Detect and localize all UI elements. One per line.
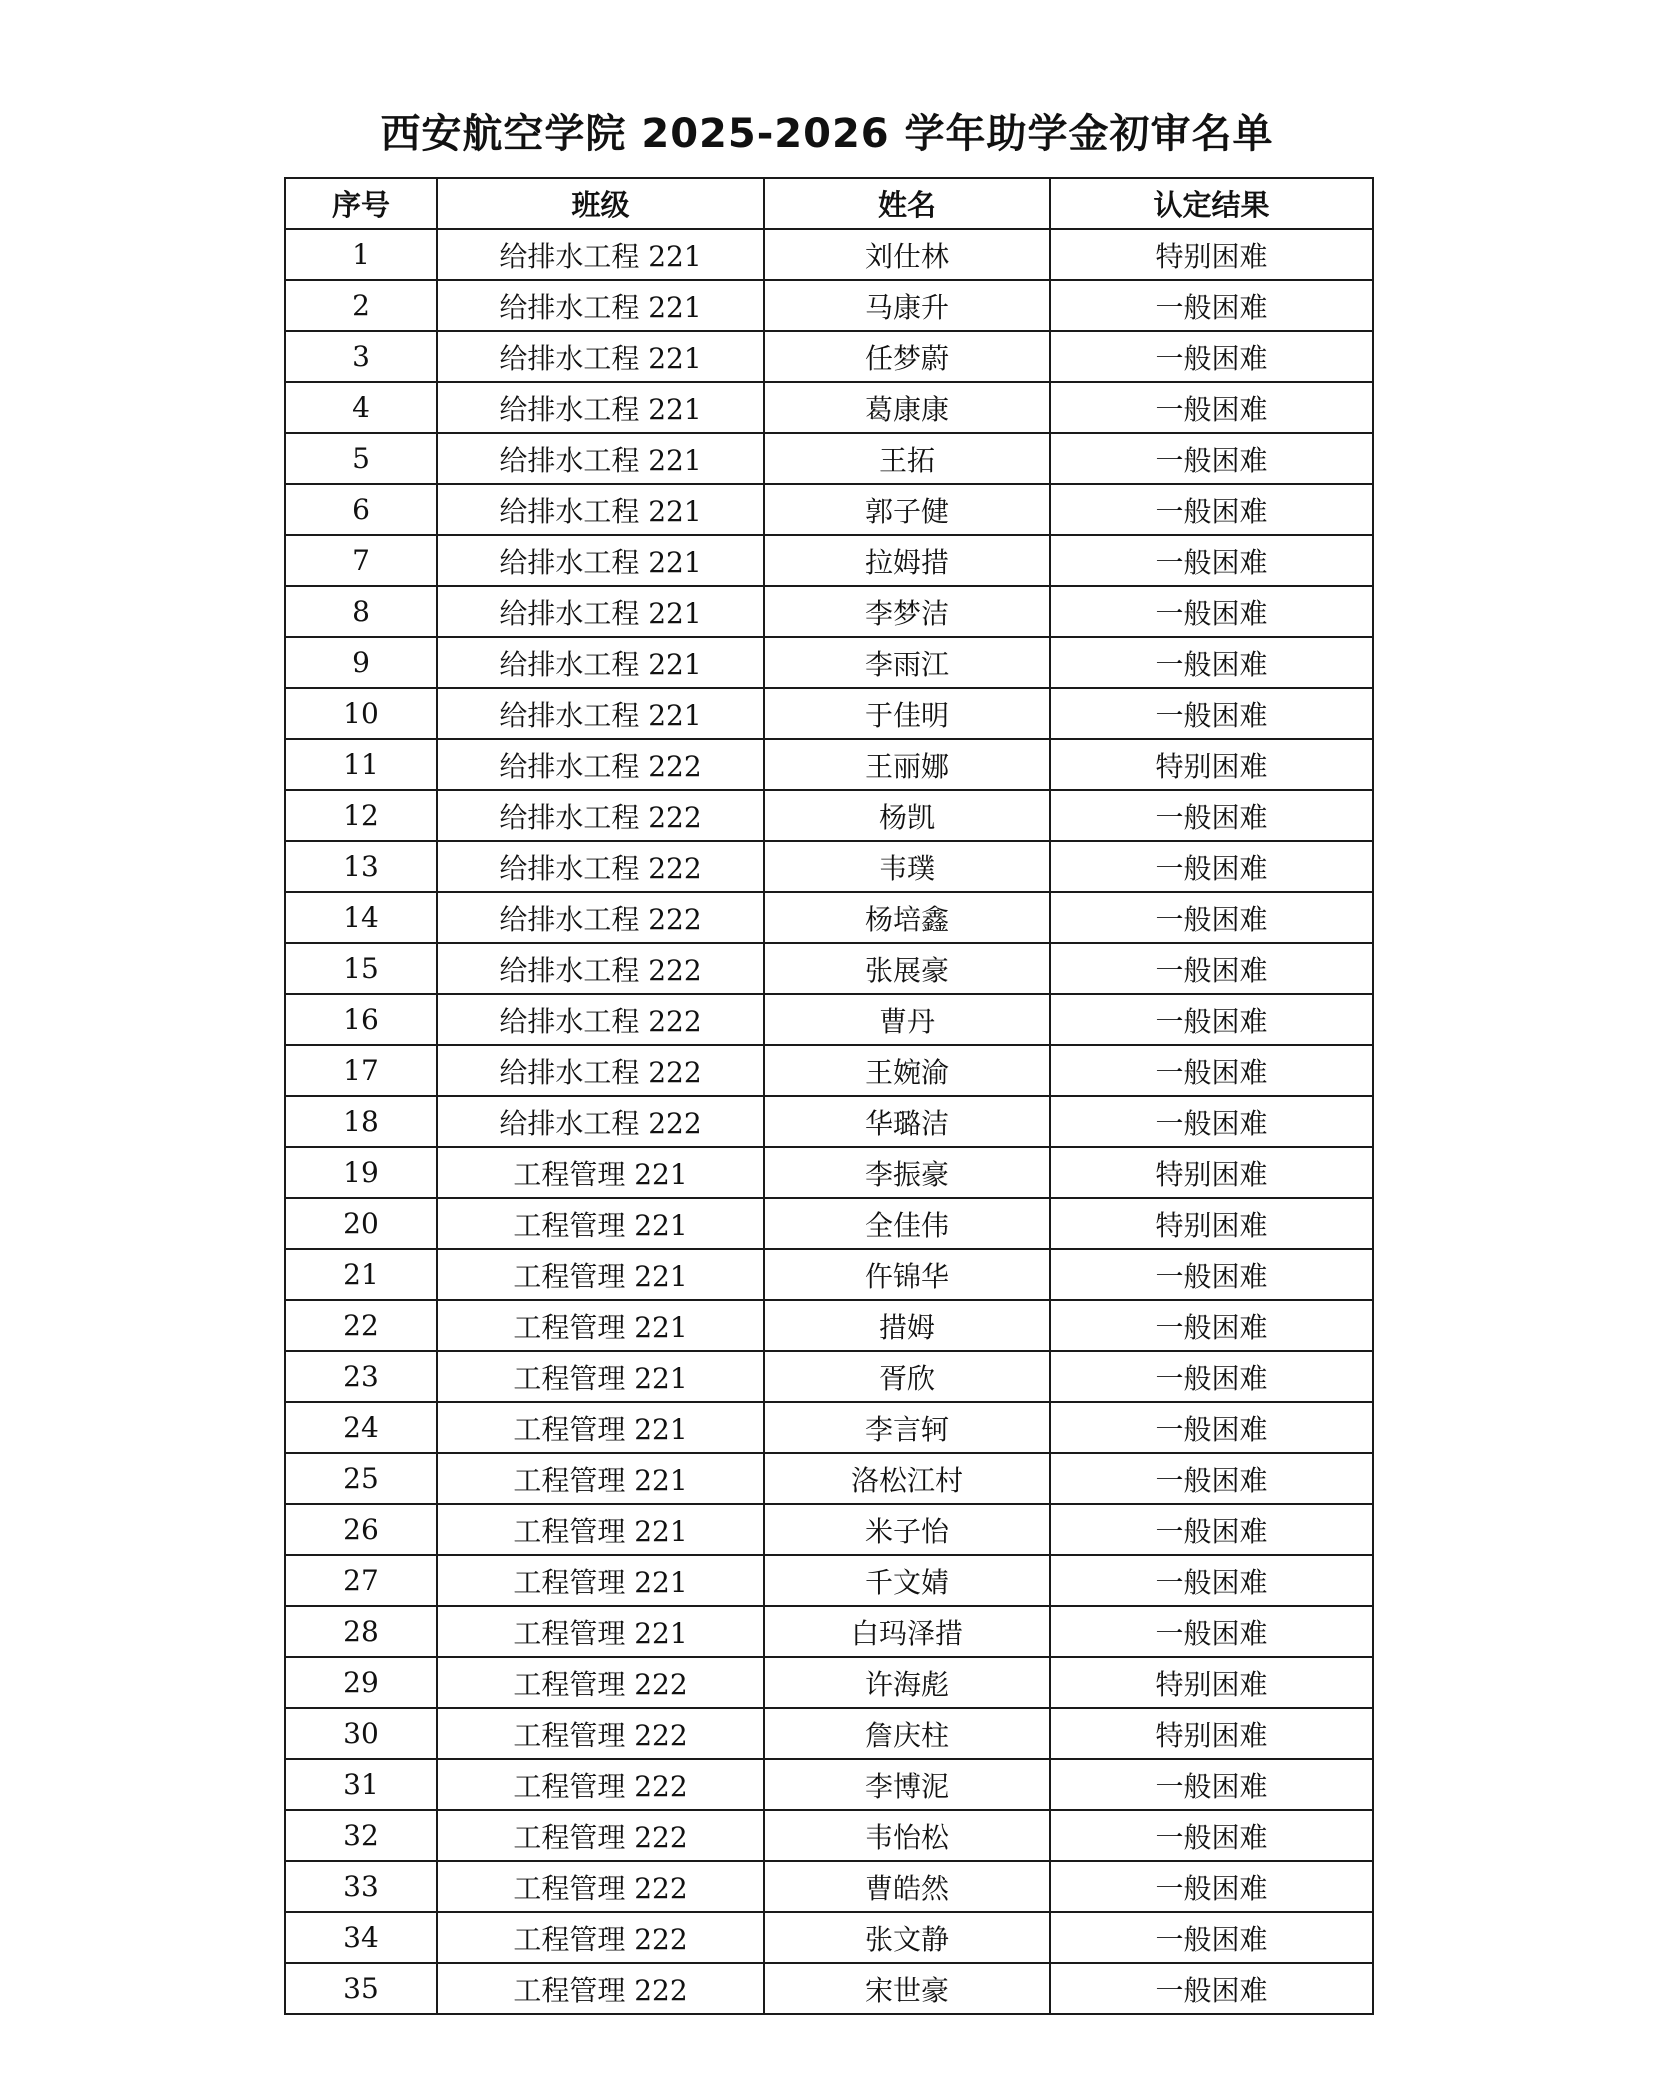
table-row (285, 739, 1373, 790)
cell-name: 米子怡 (764, 1504, 1050, 1555)
cell-result: 特别困难 (1050, 1657, 1373, 1708)
cell-serial-number: 25 (285, 1453, 437, 1504)
cell-name: 白玛泽措 (764, 1606, 1050, 1657)
cell-name: 王丽娜 (764, 739, 1050, 790)
cell-serial-number: 8 (285, 586, 437, 637)
cell-serial-number: 10 (285, 688, 437, 739)
table-row (285, 994, 1373, 1045)
cell-name: 宋世豪 (764, 1963, 1050, 2014)
cell-serial-number: 12 (285, 790, 437, 841)
cell-class: 给排水工程 222 (437, 994, 764, 1045)
table-row (285, 1453, 1373, 1504)
header-class: 班级 (437, 178, 764, 229)
cell-class: 给排水工程 222 (437, 841, 764, 892)
cell-class: 工程管理 221 (437, 1402, 764, 1453)
cell-result: 特别困难 (1050, 1147, 1373, 1198)
cell-name: 李言轲 (764, 1402, 1050, 1453)
cell-result: 一般困难 (1050, 1351, 1373, 1402)
cell-result: 一般困难 (1050, 1402, 1373, 1453)
cell-name: 华璐洁 (764, 1096, 1050, 1147)
table-row (285, 892, 1373, 943)
cell-serial-number: 2 (285, 280, 437, 331)
cell-name: 王拓 (764, 433, 1050, 484)
cell-result: 一般困难 (1050, 943, 1373, 994)
table-row (285, 484, 1373, 535)
cell-name: 洛松江村 (764, 1453, 1050, 1504)
cell-class: 工程管理 221 (437, 1504, 764, 1555)
cell-serial-number: 32 (285, 1810, 437, 1861)
table-row (285, 586, 1373, 637)
cell-serial-number: 1 (285, 229, 437, 280)
cell-class: 给排水工程 222 (437, 790, 764, 841)
cell-serial-number: 19 (285, 1147, 437, 1198)
document-title: 西安航空学院 2025-2026 学年助学金初审名单 (380, 111, 1274, 157)
table-row (285, 1198, 1373, 1249)
cell-result: 一般困难 (1050, 1606, 1373, 1657)
cell-result: 特别困难 (1050, 1198, 1373, 1249)
cell-name: 曹皓然 (764, 1861, 1050, 1912)
cell-result: 一般困难 (1050, 280, 1373, 331)
table-row (285, 943, 1373, 994)
cell-name: 李博泥 (764, 1759, 1050, 1810)
cell-class: 给排水工程 221 (437, 331, 764, 382)
cell-serial-number: 35 (285, 1963, 437, 2014)
cell-result: 一般困难 (1050, 535, 1373, 586)
cell-class: 工程管理 221 (437, 1606, 764, 1657)
cell-class: 工程管理 222 (437, 1759, 764, 1810)
cell-result: 一般困难 (1050, 1861, 1373, 1912)
header-result: 认定结果 (1050, 178, 1373, 229)
cell-name: 胥欣 (764, 1351, 1050, 1402)
cell-class: 工程管理 221 (437, 1300, 764, 1351)
cell-name: 措姆 (764, 1300, 1050, 1351)
header-name: 姓名 (764, 178, 1050, 229)
cell-class: 工程管理 221 (437, 1249, 764, 1300)
cell-name: 杨凯 (764, 790, 1050, 841)
cell-serial-number: 17 (285, 1045, 437, 1096)
cell-name: 葛康康 (764, 382, 1050, 433)
cell-name: 詹庆柱 (764, 1708, 1050, 1759)
cell-class: 给排水工程 221 (437, 637, 764, 688)
cell-result: 一般困难 (1050, 892, 1373, 943)
cell-class: 工程管理 222 (437, 1657, 764, 1708)
table-row (285, 1912, 1373, 1963)
cell-serial-number: 15 (285, 943, 437, 994)
cell-class: 给排水工程 221 (437, 688, 764, 739)
cell-name: 李雨江 (764, 637, 1050, 688)
table-row (285, 841, 1373, 892)
table-row (285, 1759, 1373, 1810)
cell-result: 特别困难 (1050, 229, 1373, 280)
table-row (285, 1606, 1373, 1657)
cell-result: 特别困难 (1050, 739, 1373, 790)
aid-list-table (284, 177, 1374, 2015)
cell-name: 拉姆措 (764, 535, 1050, 586)
cell-name: 张文静 (764, 1912, 1050, 1963)
table-row (285, 1351, 1373, 1402)
table-row (285, 1963, 1373, 2014)
cell-class: 给排水工程 221 (437, 535, 764, 586)
cell-result: 一般困难 (1050, 994, 1373, 1045)
cell-class: 给排水工程 221 (437, 586, 764, 637)
cell-result: 一般困难 (1050, 331, 1373, 382)
cell-name: 韦怡松 (764, 1810, 1050, 1861)
cell-result: 一般困难 (1050, 1555, 1373, 1606)
cell-serial-number: 9 (285, 637, 437, 688)
table-row (285, 1249, 1373, 1300)
cell-serial-number: 20 (285, 1198, 437, 1249)
cell-class: 工程管理 222 (437, 1810, 764, 1861)
table-row (285, 790, 1373, 841)
cell-result: 一般困难 (1050, 484, 1373, 535)
cell-name: 刘仕林 (764, 229, 1050, 280)
cell-class: 给排水工程 221 (437, 280, 764, 331)
cell-serial-number: 23 (285, 1351, 437, 1402)
cell-result: 一般困难 (1050, 382, 1373, 433)
cell-result: 一般困难 (1050, 1453, 1373, 1504)
table-row (285, 637, 1373, 688)
cell-name: 李振豪 (764, 1147, 1050, 1198)
cell-class: 工程管理 221 (437, 1351, 764, 1402)
cell-class: 工程管理 222 (437, 1708, 764, 1759)
cell-result: 一般困难 (1050, 1963, 1373, 2014)
cell-result: 一般困难 (1050, 433, 1373, 484)
cell-serial-number: 31 (285, 1759, 437, 1810)
cell-class: 工程管理 221 (437, 1198, 764, 1249)
cell-serial-number: 5 (285, 433, 437, 484)
cell-result: 一般困难 (1050, 688, 1373, 739)
header-serial-number: 序号 (285, 178, 437, 229)
cell-class: 给排水工程 221 (437, 382, 764, 433)
cell-name: 郭子健 (764, 484, 1050, 535)
cell-name: 任梦蔚 (764, 331, 1050, 382)
cell-serial-number: 18 (285, 1096, 437, 1147)
table-row (285, 433, 1373, 484)
cell-class: 工程管理 222 (437, 1861, 764, 1912)
cell-result: 一般困难 (1050, 586, 1373, 637)
table-row (285, 229, 1373, 280)
cell-result: 一般困难 (1050, 637, 1373, 688)
cell-serial-number: 24 (285, 1402, 437, 1453)
table-row (285, 382, 1373, 433)
table-row (285, 1402, 1373, 1453)
table-row (285, 280, 1373, 331)
table-body (285, 229, 1373, 2014)
cell-result: 一般困难 (1050, 841, 1373, 892)
cell-name: 王婉渝 (764, 1045, 1050, 1096)
cell-serial-number: 26 (285, 1504, 437, 1555)
cell-class: 给排水工程 221 (437, 484, 764, 535)
cell-class: 工程管理 222 (437, 1963, 764, 2014)
cell-serial-number: 11 (285, 739, 437, 790)
cell-result: 一般困难 (1050, 1045, 1373, 1096)
cell-name: 曹丹 (764, 994, 1050, 1045)
table-row (285, 1045, 1373, 1096)
cell-serial-number: 7 (285, 535, 437, 586)
cell-serial-number: 13 (285, 841, 437, 892)
cell-result: 一般困难 (1050, 1912, 1373, 1963)
table-row (285, 1300, 1373, 1351)
cell-class: 工程管理 221 (437, 1147, 764, 1198)
cell-result: 特别困难 (1050, 1708, 1373, 1759)
cell-result: 一般困难 (1050, 1300, 1373, 1351)
cell-serial-number: 3 (285, 331, 437, 382)
cell-name: 张展豪 (764, 943, 1050, 994)
cell-class: 工程管理 221 (437, 1453, 764, 1504)
table-row (285, 1861, 1373, 1912)
cell-result: 一般困难 (1050, 1759, 1373, 1810)
cell-name: 李梦洁 (764, 586, 1050, 637)
cell-serial-number: 27 (285, 1555, 437, 1606)
cell-serial-number: 21 (285, 1249, 437, 1300)
table-row (285, 1708, 1373, 1759)
cell-result: 一般困难 (1050, 790, 1373, 841)
table-row (285, 535, 1373, 586)
cell-result: 一般困难 (1050, 1810, 1373, 1861)
cell-class: 给排水工程 221 (437, 433, 764, 484)
cell-serial-number: 30 (285, 1708, 437, 1759)
cell-class: 给排水工程 221 (437, 229, 764, 280)
cell-serial-number: 14 (285, 892, 437, 943)
table-row (285, 1555, 1373, 1606)
table-row (285, 1657, 1373, 1708)
table-row (285, 331, 1373, 382)
cell-serial-number: 4 (285, 382, 437, 433)
cell-result: 一般困难 (1050, 1249, 1373, 1300)
cell-name: 全佳伟 (764, 1198, 1050, 1249)
table-header-row (285, 178, 1373, 229)
table-row (285, 1096, 1373, 1147)
cell-result: 一般困难 (1050, 1096, 1373, 1147)
table-row (285, 1810, 1373, 1861)
cell-class: 给排水工程 222 (437, 892, 764, 943)
cell-name: 千文婧 (764, 1555, 1050, 1606)
cell-name: 于佳明 (764, 688, 1050, 739)
cell-class: 给排水工程 222 (437, 1096, 764, 1147)
cell-serial-number: 33 (285, 1861, 437, 1912)
cell-serial-number: 16 (285, 994, 437, 1045)
table-row (285, 1504, 1373, 1555)
table-row (285, 1147, 1373, 1198)
cell-class: 工程管理 221 (437, 1555, 764, 1606)
cell-serial-number: 28 (285, 1606, 437, 1657)
cell-serial-number: 29 (285, 1657, 437, 1708)
cell-serial-number: 22 (285, 1300, 437, 1351)
cell-class: 给排水工程 222 (437, 1045, 764, 1096)
cell-name: 仵锦华 (764, 1249, 1050, 1300)
cell-name: 许海彪 (764, 1657, 1050, 1708)
cell-class: 给排水工程 222 (437, 739, 764, 790)
cell-name: 马康升 (764, 280, 1050, 331)
cell-class: 给排水工程 222 (437, 943, 764, 994)
cell-serial-number: 6 (285, 484, 437, 535)
cell-name: 杨培鑫 (764, 892, 1050, 943)
cell-name: 韦璞 (764, 841, 1050, 892)
cell-result: 一般困难 (1050, 1504, 1373, 1555)
cell-serial-number: 34 (285, 1912, 437, 1963)
table-row (285, 688, 1373, 739)
cell-class: 工程管理 222 (437, 1912, 764, 1963)
